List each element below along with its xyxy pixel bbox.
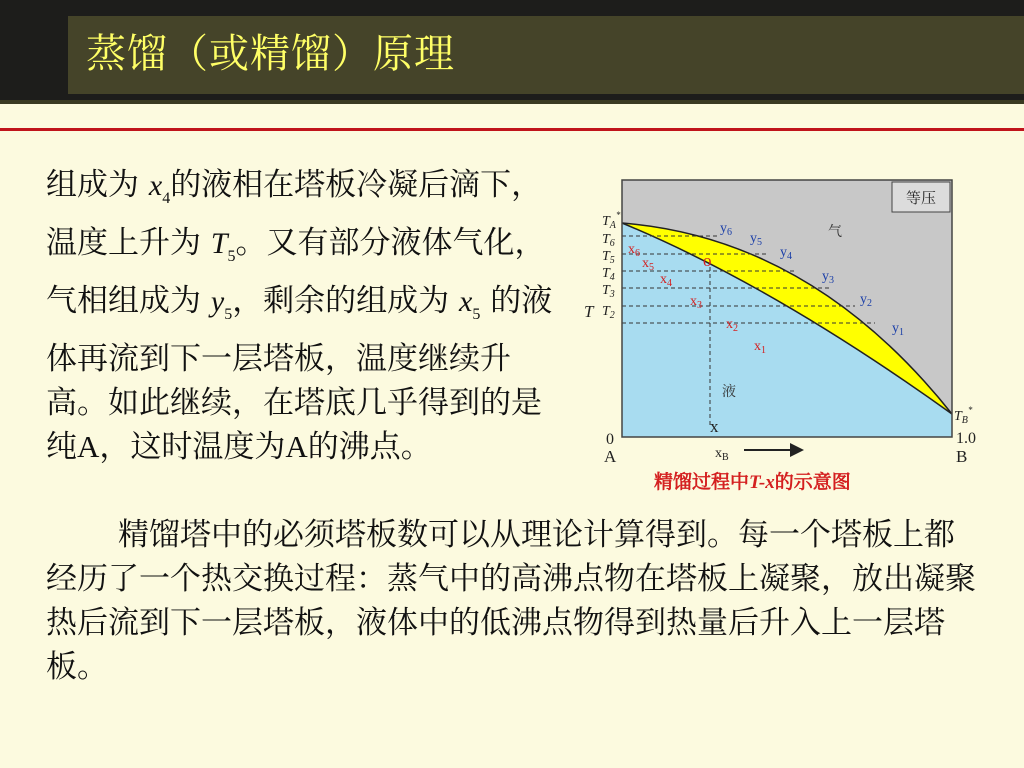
var-x5-sub: 5 xyxy=(472,306,481,323)
p1-text-4: ，剩余的组成为 xyxy=(232,283,460,319)
y-label-1: $y_5$ xyxy=(750,231,762,248)
temperature-label-5: $T_2$ xyxy=(602,304,615,321)
var-x4: x xyxy=(148,169,163,202)
p1-text-3: 。又有部分液体气化，气相组成为 xyxy=(46,225,546,319)
paragraph-plate-count xyxy=(46,513,976,689)
x-label-1: $x_5$ xyxy=(642,256,654,273)
temperature-label-2: $T_5$ xyxy=(602,249,615,266)
zero-label: 0 xyxy=(606,431,614,448)
temperature-labels xyxy=(602,210,621,321)
p1-text-5: 的液体再流到下一层塔板，温度继续升高。如此继续，在塔底几乎得到的是纯 xyxy=(46,283,553,465)
TB-label xyxy=(954,405,973,426)
one-label: 1.0 xyxy=(956,430,976,447)
axis-T-label: T xyxy=(584,302,594,321)
p1-text-6: ，这时温度为 xyxy=(99,429,286,465)
temperature-label-4: $T_3$ xyxy=(602,283,615,300)
y-label-4: $y_2$ xyxy=(860,292,872,309)
divider-dark xyxy=(0,100,1024,104)
p2-text: 精馏塔中的必须塔板数可以从理论计算得到。每一个塔板上都经历了一个热交换过程：蒸气中的高沸点物在塔板上凝聚，放出凝聚热后流到下一层塔板，液体中的低沸点物得到热量后升入上一层塔板。 xyxy=(46,517,976,685)
y-label-0: $y_6$ xyxy=(720,221,732,238)
pressure-label: 等压 xyxy=(905,191,937,207)
x-tick-label: x xyxy=(710,417,719,436)
y-label-5: $y_1$ xyxy=(892,321,904,338)
point-o: o xyxy=(703,251,712,270)
x-label-3: $x_3$ xyxy=(690,294,702,311)
tx-diagram xyxy=(584,170,992,500)
component-B-label: B xyxy=(956,447,968,466)
liquid-label: 液 xyxy=(722,385,736,400)
slide-title: 蒸馏（或精馏）原理 xyxy=(86,31,455,77)
xB-label: $x_B$ xyxy=(715,446,729,463)
temperature-label-0: $T_A^*$ xyxy=(602,210,621,231)
p1-text-2: 的液相在塔板冷凝后滴下，温度上升为 xyxy=(46,167,543,261)
x-label-4: $x_2$ xyxy=(726,317,738,334)
x-label-0: $x_6$ xyxy=(628,242,640,259)
component-A-label: A xyxy=(604,447,617,466)
var-T5-sub: 5 xyxy=(227,248,236,265)
var-y5: y xyxy=(210,285,225,318)
var-T5: T xyxy=(210,227,228,260)
divider-red xyxy=(0,128,1024,131)
var-y5-sub: 5 xyxy=(224,306,233,323)
x-label-5: $x_1$ xyxy=(754,339,766,356)
var-x5: x xyxy=(459,285,473,318)
p1-text-1: 组成为 xyxy=(46,167,149,203)
p1-text-7: 的沸点。 xyxy=(307,429,432,465)
temperature-label-1: $T_6$ xyxy=(602,232,615,249)
pure-A: A xyxy=(77,429,100,464)
xB-arrowhead xyxy=(790,443,804,457)
temperature-label-3: $T_4$ xyxy=(602,266,615,283)
y-label-3: $y_3$ xyxy=(822,269,834,286)
vapor-label: 气 xyxy=(828,225,842,240)
paragraph-plate-process xyxy=(46,163,566,469)
x-label-2: $x_4$ xyxy=(660,272,672,289)
var-x4-sub: 4 xyxy=(162,190,171,207)
TB-text: $T_B^*$ xyxy=(954,405,973,426)
figure-caption: 精馏过程中T-x的示意图 xyxy=(654,471,851,493)
y-label-2: $y_4$ xyxy=(780,245,792,262)
boiling-A: A xyxy=(285,429,308,464)
